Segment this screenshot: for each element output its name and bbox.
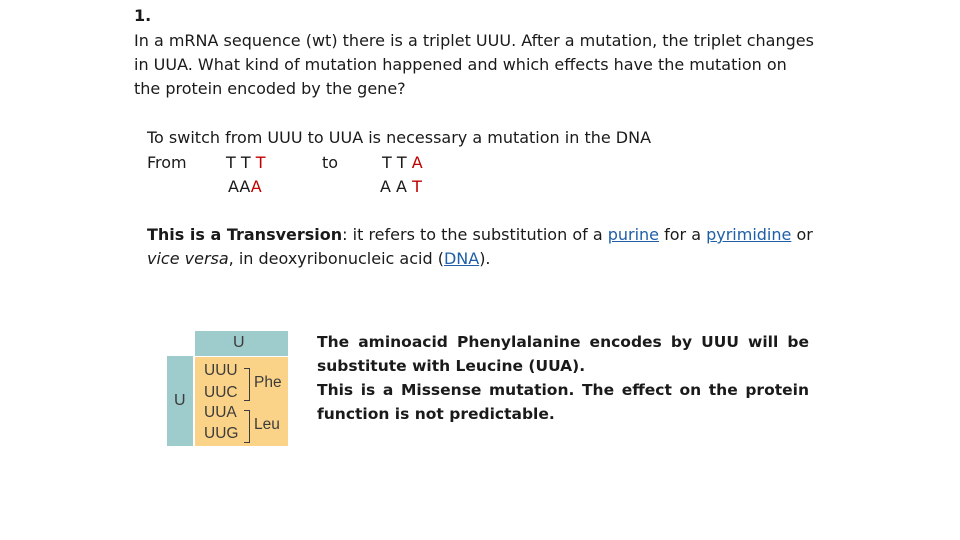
purine-link[interactable]: purine bbox=[607, 225, 660, 244]
from-top-bases: T T bbox=[226, 153, 256, 172]
answer-line: The aminoacid Phenylalanine encodes by UUU will be bbox=[317, 333, 809, 351]
definition-text: , in deoxyribonucleic acid ( bbox=[228, 249, 444, 268]
answer-line: This is a Missense mutation. The effect on the protein bbox=[317, 381, 809, 399]
codon-uug: UUG bbox=[204, 425, 239, 442]
transversion-definition bbox=[147, 225, 813, 244]
from-top-mutated-base: T bbox=[255, 153, 266, 172]
from-bottom-mutated-base: A bbox=[250, 177, 262, 196]
from-top-triplet bbox=[226, 153, 266, 172]
dna-link[interactable]: DNA bbox=[443, 249, 480, 268]
transversion-definition-line2 bbox=[147, 249, 491, 268]
question-line: in UUA. What kind of mutation happened and which effects have the mutation on bbox=[134, 55, 787, 74]
amino-acid-phe: Phe bbox=[254, 374, 282, 391]
answer-line: substitute with Leucine (UUA). bbox=[317, 357, 586, 375]
codon-table-row-label: U bbox=[174, 392, 186, 409]
phe-brace bbox=[244, 368, 250, 401]
question-number: 1. bbox=[134, 6, 152, 25]
question-line: In a mRNA sequence (wt) there is a triplet UUU. After a mutation, the triplet changes bbox=[134, 31, 814, 50]
codon-uua: UUA bbox=[204, 404, 237, 421]
to-top-mutated-base: A bbox=[411, 153, 423, 172]
to-bottom-bases: A A bbox=[380, 177, 413, 196]
codon-table-column-label: U bbox=[233, 334, 245, 351]
to-bottom-mutated-base: T bbox=[412, 177, 422, 196]
amino-acid-leu: Leu bbox=[254, 416, 280, 433]
to-bottom-triplet bbox=[380, 177, 422, 196]
definition-text: ). bbox=[479, 249, 491, 268]
vice-versa-text: vice versa bbox=[147, 249, 229, 268]
from-bottom-triplet bbox=[228, 177, 262, 196]
question-line: the protein encoded by the gene? bbox=[134, 79, 406, 98]
to-label: to bbox=[322, 153, 339, 172]
definition-text: for a bbox=[659, 225, 707, 244]
leu-brace bbox=[244, 410, 250, 443]
answer-line: function is not predictable. bbox=[317, 405, 555, 423]
codon-uuc: UUC bbox=[204, 384, 238, 401]
definition-text: or bbox=[791, 225, 813, 244]
pyrimidine-link[interactable]: pyrimidine bbox=[706, 225, 792, 244]
from-bottom-bases: AA bbox=[228, 177, 251, 196]
to-top-bases: T T bbox=[382, 153, 412, 172]
definition-term: This is a Transversion bbox=[147, 225, 343, 244]
dna-switch-intro: To switch from UUU to UUA is necessary a mutation in the DNA bbox=[147, 128, 652, 147]
codon-uuu: UUU bbox=[204, 362, 238, 379]
definition-text: : it refers to the substitution of a bbox=[342, 225, 608, 244]
from-label: From bbox=[147, 153, 187, 172]
to-top-triplet bbox=[382, 153, 423, 172]
